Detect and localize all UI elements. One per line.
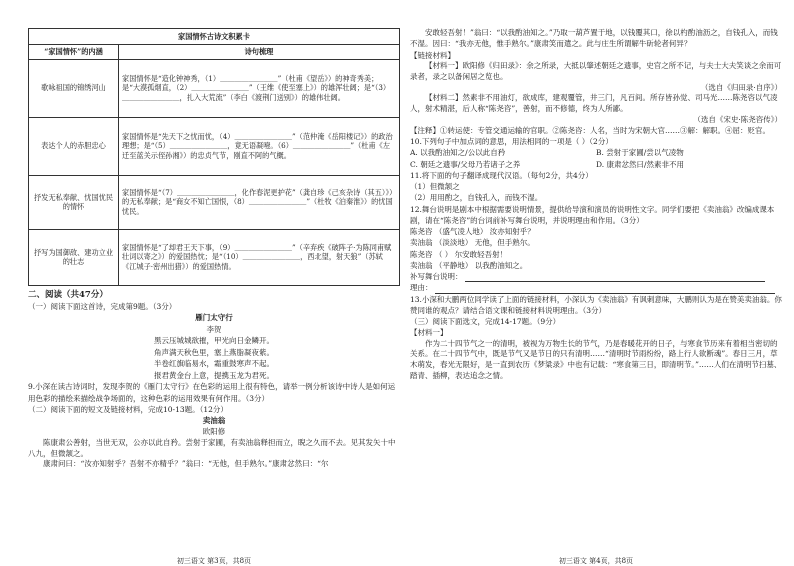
table-row-theme: 抒发无私奉献、忧国忧民的情怀 (29, 175, 119, 229)
options-row (410, 159, 782, 170)
option-a: A. 以我酌油知之/公以此自矜 (410, 148, 506, 158)
poem-title: 雁门太守行 (195, 313, 233, 323)
annotation: 【注释】①转运使：专管交通运输的官职。②陈尧咨：人名，当时为宋朝大官……③解：解职。④屈：贬官。 (410, 125, 770, 135)
option-d: D. 康肃忿然曰/然素非不用 (596, 159, 685, 169)
material-2: 【材料二】然素非不用油灯，欲成库，建观覆管，井三门，凡百间。所存皆孙觉、司马光……陈尧咨以气凌人，射术精湛，后人称“陈尧咨”，善射，而不修德，终为人所鄙。 (410, 92, 778, 113)
material-1: 【材料一】欧阳修《归田录》：余之所录，大抵以肇述朝廷之遗事，史官之所不记，与夫士大夫笑谈之余而可录者，录之以备闲居之览也。 (410, 61, 782, 81)
dialog-speaker: 陈尧咨 (410, 249, 433, 259)
table-row-theme: 歌咏祖国的锦绣河山 (29, 59, 119, 117)
options-row (410, 147, 782, 158)
answer-label: 理由： (410, 283, 433, 293)
dialog-speaker: 卖油翁 (410, 238, 433, 248)
table-header-lines: 诗句梳理 (119, 45, 400, 60)
poetry-card-table (28, 28, 400, 286)
table-row-theme: 抒写为国御敌、建功立业的壮志 (29, 229, 119, 285)
stage-direction: （淡淡地） (434, 238, 473, 248)
source-note: （选自《归田录·自序》） (700, 82, 782, 92)
dialog-speaker: 卖油翁 (410, 260, 433, 270)
source-note: （选自《宋史·陈尧咨传》） (693, 114, 782, 124)
stage-direction: （盛气凌人地） (434, 227, 488, 236)
answer-line (410, 282, 782, 293)
prose-paragraph: 安敢轻吾射！”翁曰：“以我酌油知之。”乃取一葫芦置于地，以钱覆其口，徐以杓酌油沥之，自钱孔入，而钱不湿。因曰：“我亦无他，惟手熟尔。”康肃笑而遣之。此与庄生所谓解牛斫轮者何异？ (410, 28, 778, 48)
poem-line: 黑云压城城欲摧，甲光向日金鳞开。 (154, 335, 274, 345)
table-header-theme: “家国情怀”的内涵 (29, 45, 119, 60)
right-page (410, 28, 782, 565)
prose-author: 欧阳修 (202, 427, 226, 437)
sub-heading: （二）阅读下面的短文及链接材料，完成10-13题。（12分） (28, 404, 228, 414)
section-heading: 二、阅读（共47分） (28, 289, 108, 300)
option-b: B. 尝射于家圃/尝以气凌物 (596, 148, 684, 158)
table-title: 家国情怀古诗文积累卡 (29, 29, 400, 45)
link-label: 【链接材料】 (410, 50, 455, 60)
stage-direction-blank: （ ） (434, 249, 453, 259)
translation-item: （1）但微颔之 (410, 182, 460, 191)
question-11: 11.将下面的句子翻译成现代汉语。（每句2分，共4分） (410, 170, 593, 180)
dialog-text: 无他，但手熟尔。 (474, 238, 535, 248)
prose-paragraph: 陈康肃公善射，当世无双，公亦以此自矜。尝射于家圃，有卖油翁释担而立，睨之久而不去。见其发矢十中八九，但微颔之。 (28, 437, 396, 458)
question-9: 9.小深在读古诗词时，发现李贺的《雁门太守行》在色彩的运用上很有特色，请举一例分析该诗中诗人是如何运用色彩的描绘来描绘战争场面的，这种色彩的运用效果有何作用。（3分） (28, 382, 396, 403)
question-13: 13.小深和大鹏两位同学读了上面的链接材料，小深认为《卖油翁》有讽刺意味，大鹏则认为是在赞美卖油翁。你赞同谁的观点？请结合语文课和链接材料说明理由。（3分） (410, 294, 782, 315)
answer-line (410, 271, 782, 282)
table-row-theme: 表达个人的赤胆忠心 (29, 117, 119, 175)
dialog-line (410, 260, 782, 271)
dialog-speaker: 陈尧咨 (410, 227, 433, 236)
sub-heading: （三）阅读下面选文，完成14-17题。（9分） (410, 317, 561, 326)
page-footer: 初三语文 第3页，共8页 (176, 556, 252, 565)
dialog-line (410, 237, 782, 248)
dialog-line (410, 249, 782, 260)
answer-blank (465, 273, 765, 282)
dialog-text: 以我酌油知之。 (474, 260, 528, 270)
question-10: 10.下列句子中加点词的意思，用法相同的一项是（ ）（2分） (410, 137, 613, 146)
prose-paragraph: 作为二十四节气之一的清明，被视为万物生长的节气，乃是春暖花开的日子，与寒食节历来有着相当密切的关系。在二十四节气中，既是节气又是节日的只有清明……“清明时节雨纷纷，路上行人欲断魂”。春日三月，草木萌发，春光无限好，是一直到农历《梦粱录》中也有记载：“寒食第三日，即清明节。”……人们在清明节扫墓、踏青、插柳，表达追念之情。 (410, 338, 782, 381)
prose-title: 卖油翁 (202, 416, 226, 426)
poem-line: 报君黄金台上意，提携玉龙为君死。 (154, 370, 274, 380)
table-row-text: 家国情怀是“造化钟神秀，（1）＿＿＿＿＿＿＿＿”（杜甫《望岳》）的神奇秀美；是“大漠孤烟直，（2）＿＿＿＿＿＿＿＿”（王维《使至塞上》）的雄浑壮阔；是“（3）＿＿＿＿＿＿＿＿，扎入大荒流”（李白《渡荆门送别》）的雄伟壮阔。 (119, 59, 400, 117)
stage-direction: （平静地） (434, 260, 473, 270)
dialog-text: 尔安敢轻吾射！ (454, 249, 508, 259)
left-page (28, 28, 400, 565)
table-row-text: 家国情怀是“（7）＿＿＿＿＿＿＿＿，化作春泥更护花”（龚自珍《己亥杂诗（其五）》）的无私奉献；是“商女不知亡国恨，（8）＿＿＿＿＿＿＿＿”（杜牧《泊秦淮》）的忧国忧民。 (119, 175, 400, 229)
poem-line: 半卷红旗临易水，霜重鼓寒声不起。 (154, 359, 274, 369)
answer-label: 补写舞台说明： (410, 272, 463, 281)
table-row-text: 家国情怀是“先天下之忧而忧，（4）＿＿＿＿＿＿＿＿”（范仲淹《岳阳楼记》）的政治理想；是“（5）＿＿＿＿＿＿＿＿，竟无语凝噎。（6）＿＿＿＿＿＿＿＿”（杜甫《左迁至蓝关示侄孙湘》）的忠贞气节，刚直不阿的气概。 (119, 117, 400, 175)
dialog-line (410, 226, 782, 237)
prose-paragraph: 康肃问曰：“汝亦知射乎？吾射不亦精乎？”翁曰：“无他，但手熟尔。”康肃忿然曰：“尔 (43, 459, 329, 469)
answer-blank (435, 285, 775, 294)
sub-heading: （一）阅读下面这首诗，完成第9题。（3分） (28, 302, 177, 312)
translation-item: （2）用用酌之，自钱孔入，而钱不湿。 (410, 193, 543, 203)
page-footer: 初三语文 第4页，共8页 (558, 556, 634, 565)
material-label: 【材料一】 (410, 328, 448, 338)
poem-author: 李贺 (206, 324, 222, 334)
question-12: 12.舞台说明是剧本中根据需要说明情景，提供给导演和演员的说明性文字。同学们要把《卖油翁》改编成课本剧，请在“陈尧咨”的台词前补写舞台说明，并说明理由和作用。（3分） (410, 204, 775, 225)
dialog-text: 汝亦知射乎？ (489, 227, 535, 236)
table-row-text: 家国情怀是“了却君王天下事，（9）＿＿＿＿＿＿＿＿”（辛弃疾《破阵子·为陈同甫赋壮词以寄之》）的爱国热忱；是“（10）＿＿＿＿＿＿＿＿，西北望，射天狼”（苏轼《江城子·密州出猎》）的爱国热情。 (119, 229, 400, 285)
option-c: C. 朝廷之遗事/父母乃若诸子之养 (410, 159, 521, 169)
poem-line: 角声满天秋色里，塞上燕脂凝夜紫。 (154, 347, 274, 357)
